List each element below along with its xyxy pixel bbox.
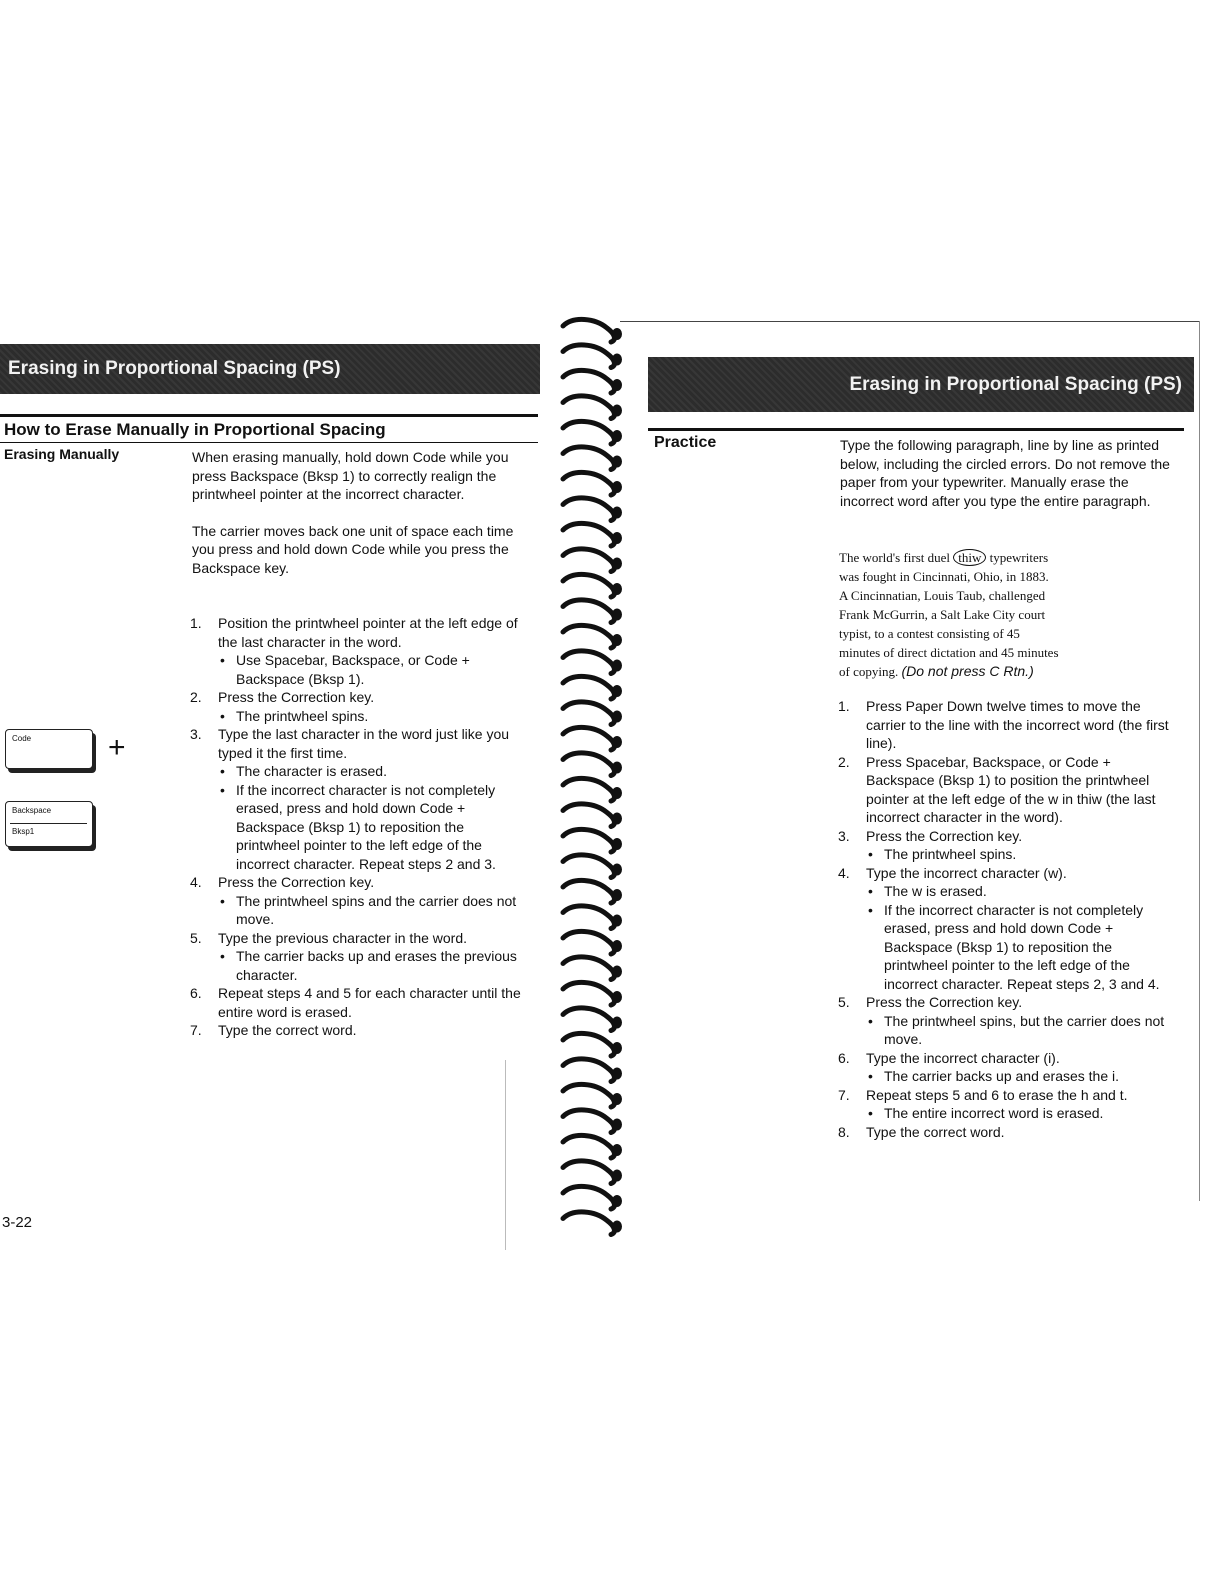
right-section-rule (648, 428, 1184, 431)
step-subpoint: • Use Spacebar, Backspace, or Code + Backspace (Bksp 1). (218, 651, 528, 688)
sample-line-text: The world's first duel (839, 550, 954, 565)
spiral-ring (563, 880, 614, 903)
step-subpoint: • If the incorrect character is not completely erased, press and hold down Code + Backspace (Bksp 1) to reposition the printwheel pointer to the left edge of the incorrect character. Repeat steps 2, 3 and 4. (866, 901, 1176, 994)
step-subpoint: • The carrier backs up and erases the i. (866, 1067, 1176, 1086)
sample-line-text: typist, to a contest consisting of 45 (839, 626, 1020, 641)
spiral-ring (563, 931, 614, 954)
binding-hole (612, 864, 622, 876)
step-subpoints (866, 1104, 1176, 1123)
binding-hole (612, 634, 622, 646)
left-section-underline (0, 442, 538, 443)
spiral-ring (563, 982, 614, 1005)
step-text: Type the incorrect character (i). (866, 1049, 1060, 1066)
spiral-ring (563, 600, 614, 623)
spiral-ring (563, 957, 614, 980)
spiral-ring (563, 319, 614, 342)
step-subpoints (218, 892, 528, 929)
spiral-ring (563, 447, 614, 470)
step-number: 6. (838, 1049, 850, 1066)
spiral-ring (563, 651, 614, 674)
right-banner-title: Erasing in Proportional Spacing (PS) (849, 373, 1182, 395)
binding-hole (612, 354, 622, 366)
binding-hole (612, 430, 622, 442)
spiral-ring (563, 523, 614, 546)
spiral-ring (563, 1110, 614, 1133)
spiral-binding (555, 312, 635, 1252)
spiral-ring (563, 1161, 614, 1184)
step-text: Type the incorrect character (w). (866, 864, 1067, 881)
left-banner-title: Erasing in Proportional Spacing (PS) (8, 358, 341, 379)
circled-error-word: thiw (953, 549, 986, 566)
step-text: Repeat steps 4 and 5 for each character until the entire word is erased. (218, 985, 521, 1020)
step-text: Type the correct word. (866, 1123, 1005, 1140)
binding-hole (612, 532, 622, 544)
step-subpoints (866, 1012, 1176, 1049)
spiral-ring (563, 753, 614, 776)
left-section-rule (0, 414, 538, 417)
sample-last-row (839, 662, 1169, 681)
step-number: 3. (190, 726, 202, 742)
binding-hole (612, 456, 622, 468)
step-text: Type the last character in the word just like you typed it the first time. (218, 726, 510, 761)
spiral-ring (563, 1084, 614, 1107)
step-text: Press the Correction key. (218, 689, 375, 705)
spiral-ring (563, 574, 614, 597)
step-number: 4. (838, 864, 850, 881)
step-subpoint: • The printwheel spins. (218, 707, 528, 726)
backspace-key-icon (5, 801, 93, 847)
step-text: Type the correct word. (218, 1022, 357, 1038)
step-number: 1. (190, 615, 202, 631)
step-text: Repeat steps 5 and 6 to erase the h and t. (866, 1086, 1128, 1103)
plus-sign: + (108, 731, 126, 764)
sample-line-text: minutes of direct dictation and 45 minutes (839, 645, 1059, 660)
step-item (190, 614, 528, 688)
binding-hole (612, 991, 622, 1003)
step-subpoint: • If the incorrect character is not completely erased, press and hold down Code + Backspace (Bksp 1) to reposition the printwheel pointer to the left edge of the incorrect character. Repeat steps 2 and 3. (218, 781, 528, 874)
binding-hole (612, 507, 622, 519)
step-subpoints (866, 845, 1176, 864)
binding-hole (612, 1119, 622, 1131)
sample-line-text-after: typewriters (986, 550, 1049, 565)
left-page-edge (505, 1060, 506, 1250)
bksp-key-label: Bksp1 (12, 827, 35, 836)
step-number: 3. (838, 827, 850, 844)
binding-hole (612, 736, 622, 748)
step-item (838, 993, 1176, 1049)
right-banner (648, 357, 1194, 412)
spiral-ring (563, 472, 614, 495)
step-text: Press the Correction key. (866, 827, 1023, 844)
step-item (838, 753, 1176, 827)
left-intro-p1: When erasing manually, hold down Code while you press Backspace (Bksp 1) to correctly realign the printwheel pointer at the incorrect character. (192, 449, 509, 502)
step-text: Press Paper Down twelve times to move the carrier to the line with the incorrect word (the first line). (866, 698, 1169, 751)
step-subpoints (218, 947, 528, 984)
binding-hole (612, 838, 622, 850)
step-number: 2. (190, 689, 202, 705)
spiral-ring (563, 676, 614, 699)
spiral-ring (563, 625, 614, 648)
sample-line (839, 624, 1169, 643)
key-divider (10, 823, 87, 824)
step-subpoint: • The entire incorrect word is erased. (866, 1104, 1176, 1123)
right-page-edge (1199, 321, 1200, 1201)
step-item (190, 688, 528, 725)
binding-hole (612, 481, 622, 493)
binding-hole (612, 1144, 622, 1156)
spiral-ring (563, 1008, 614, 1031)
step-subpoints (218, 707, 528, 726)
sample-last-line: of copying. (839, 664, 899, 679)
step-number: 8. (838, 1123, 850, 1140)
step-item (190, 929, 528, 985)
code-key-label: Code (12, 734, 32, 743)
binding-hole (612, 915, 622, 927)
step-item (190, 725, 528, 873)
step-subpoint: • The printwheel spins, but the carrier does not move. (866, 1012, 1176, 1049)
right-page-top-rule (620, 321, 1200, 322)
sample-note: (Do not press C Rtn.) (901, 663, 1034, 679)
binding-hole (612, 583, 622, 595)
step-item (190, 873, 528, 929)
step-text: Press Spacebar, Backspace, or Code + Backspace (Bksp 1) to position the printwheel pointer at the left edge of the w in thiw (the last incorrect character in the word). (866, 753, 1156, 825)
left-intro (192, 448, 527, 577)
binding-hole (612, 660, 622, 672)
right-steps-list (838, 697, 1176, 1141)
step-item (838, 1123, 1176, 1142)
spiral-ring (563, 829, 614, 852)
spiral-ring (563, 1033, 614, 1056)
sample-line (839, 567, 1169, 586)
step-number: 7. (190, 1022, 202, 1038)
left-banner (0, 344, 540, 394)
left-page-number: 3-22 (2, 1214, 33, 1231)
spiral-ring (563, 345, 614, 368)
binding-hole (612, 609, 622, 621)
spiral-ring (563, 727, 614, 750)
sample-line-text: was fought in Cincinnati, Ohio, in 1883. (839, 569, 1049, 584)
step-number: 4. (190, 874, 202, 890)
code-key-icon (5, 729, 93, 769)
practice-sample (839, 548, 1169, 681)
spiral-ring (563, 906, 614, 929)
spiral-ring (563, 702, 614, 725)
binding-hole (612, 1068, 622, 1080)
binding-hole (612, 711, 622, 723)
left-intro-p2: The carrier moves back one unit of space each time you press and hold down Code while you press the Backspace key. (192, 522, 514, 576)
left-side-heading: Erasing Manually (4, 446, 120, 462)
left-steps-list (190, 614, 528, 1040)
sample-line (839, 605, 1169, 624)
step-subpoint: • The printwheel spins. (866, 845, 1176, 864)
step-item (838, 697, 1176, 753)
binding-hole (612, 558, 622, 570)
binding-hole (612, 1195, 622, 1207)
step-item (838, 1086, 1176, 1123)
step-number: 7. (838, 1086, 850, 1103)
step-text: Press the Correction key. (218, 874, 375, 890)
spiral-ring (563, 855, 614, 878)
binding-hole (612, 379, 622, 391)
step-subpoint: • The w is erased. (866, 882, 1176, 901)
step-number: 6. (190, 985, 202, 1001)
binding-hole (612, 1170, 622, 1182)
step-subpoints (866, 1067, 1176, 1086)
step-subpoint: • The printwheel spins and the carrier does not move. (218, 892, 528, 929)
spiral-ring (563, 778, 614, 801)
binding-hole (612, 405, 622, 417)
binding-hole (612, 1093, 622, 1105)
step-item (190, 984, 528, 1021)
binding-hole (612, 1017, 622, 1029)
step-subpoints (218, 762, 528, 873)
binding-hole (612, 787, 622, 799)
sample-line (839, 643, 1169, 662)
step-item (838, 864, 1176, 994)
step-number: 5. (838, 994, 850, 1010)
sample-line-text: A Cincinnatian, Louis Taub, challenged (839, 588, 1046, 603)
step-item (838, 827, 1176, 864)
spiral-ring (563, 498, 614, 521)
sample-line (839, 548, 1169, 567)
sample-line (839, 586, 1169, 605)
spiral-ring (563, 1135, 614, 1158)
binding-hole (612, 328, 622, 340)
step-subpoints (866, 882, 1176, 993)
sample-line-text: Frank McGurrin, a Salt Lake City court (839, 607, 1046, 622)
step-text: Type the previous character in the word. (218, 929, 468, 946)
spiral-ring (563, 421, 614, 444)
practice-instructions: Type the following paragraph, line by line as printed below, including the circled errors. Do not remove the paper from your typewriter. Manually erase the incorrect word after you type the entire paragraph. (840, 437, 1170, 509)
step-number: 2. (838, 753, 850, 770)
step-item (838, 1049, 1176, 1086)
binding-hole (612, 889, 622, 901)
right-side-heading: Practice (654, 434, 717, 451)
step-text: Position the printwheel pointer at the left edge of the last character in the word. (218, 615, 518, 650)
spiral-ring (563, 804, 614, 827)
left-steps (190, 614, 528, 1040)
spiral-ring (563, 1212, 614, 1235)
step-number: 5. (190, 929, 202, 946)
sample-lines (839, 548, 1169, 662)
step-text: Press the Correction key. (866, 994, 1023, 1010)
binding-hole (612, 1042, 622, 1054)
spiral-ring (563, 549, 614, 572)
binding-hole (612, 1221, 622, 1233)
right-steps (838, 697, 1176, 1141)
binding-hole (612, 940, 622, 952)
step-subpoint: • The carrier backs up and erases the previous character. (218, 947, 528, 984)
step-item (190, 1021, 528, 1040)
step-subpoint: • The character is erased. (218, 762, 528, 781)
binding-hole (612, 685, 622, 697)
left-section-title: How to Erase Manually in Proportional Spacing (4, 420, 386, 439)
step-subpoints (218, 651, 528, 688)
spiral-ring (563, 1059, 614, 1082)
binding-hole (612, 813, 622, 825)
binding-hole (612, 762, 622, 774)
binding-hole (612, 966, 622, 978)
spiral-ring (563, 370, 614, 393)
backspace-key-label: Backspace (12, 806, 52, 815)
spiral-ring (563, 1186, 614, 1209)
step-number: 1. (838, 698, 850, 714)
spiral-ring (563, 396, 614, 419)
